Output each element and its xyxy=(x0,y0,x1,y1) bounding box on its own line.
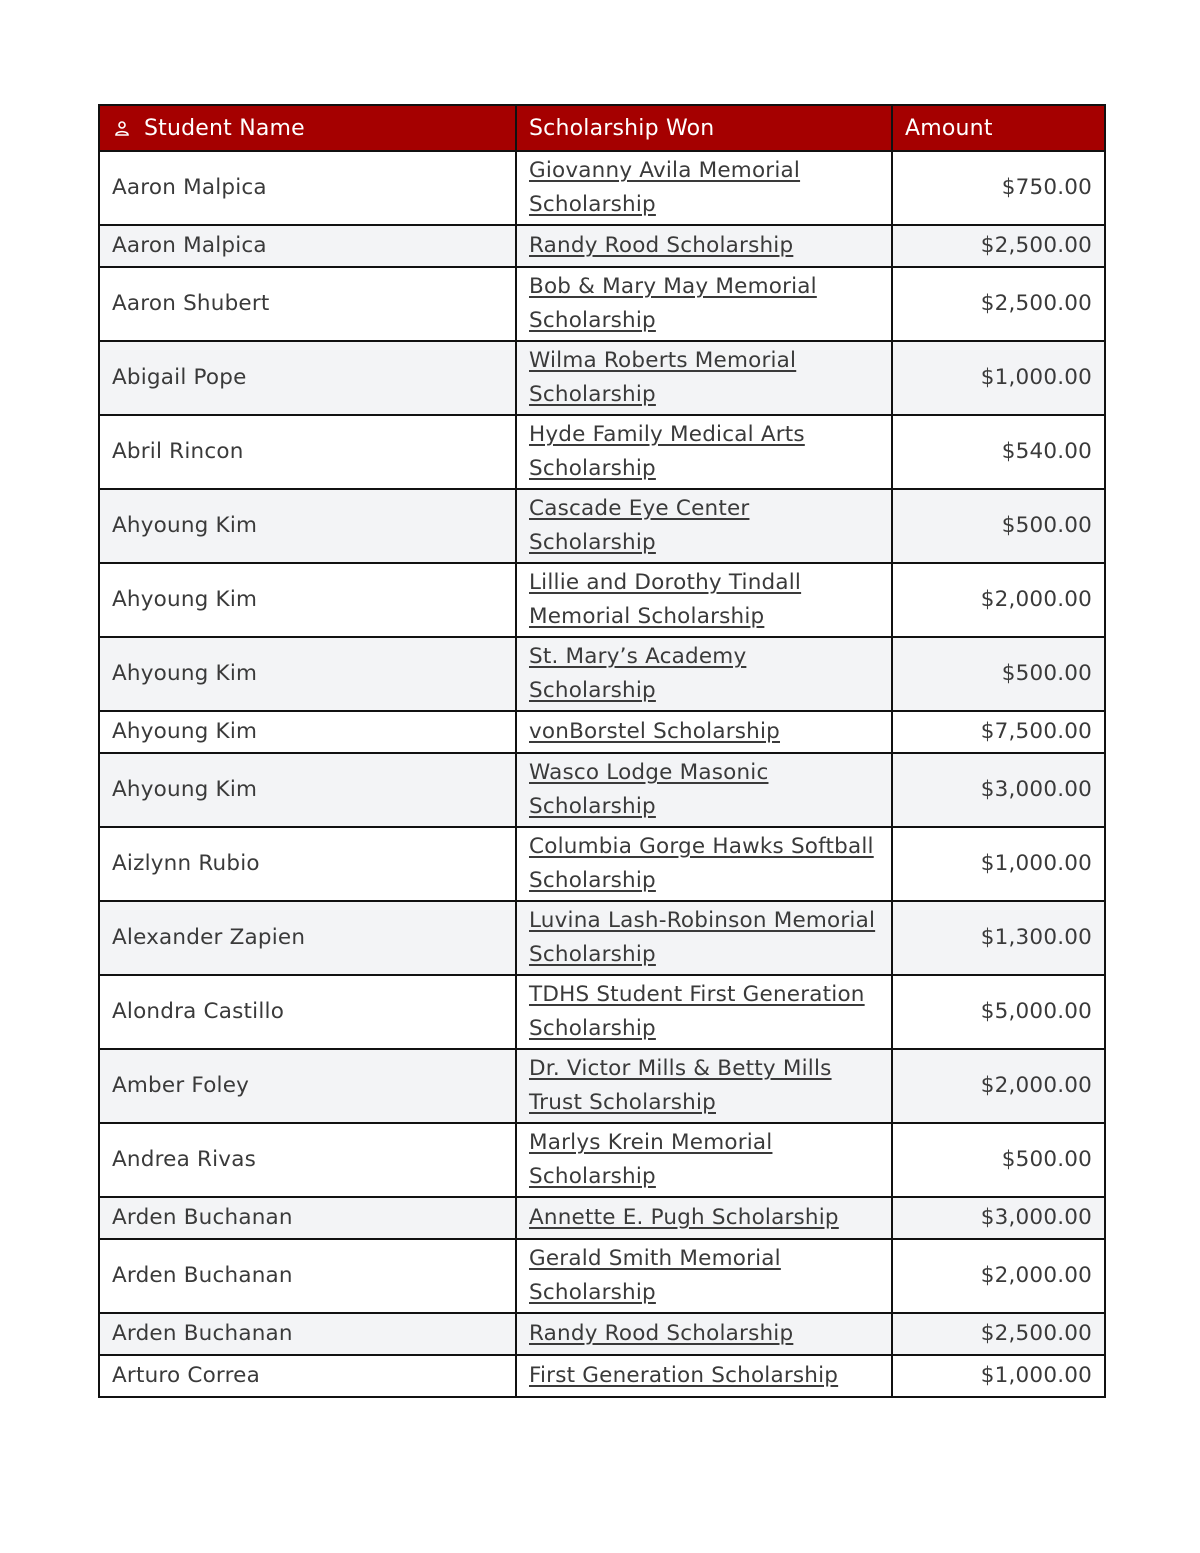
scholarship-link[interactable]: Hyde Family Medical Arts Scholarship xyxy=(529,422,805,481)
table-row xyxy=(99,341,1105,415)
table-row xyxy=(99,1239,1105,1313)
student-name-cell: Arden Buchanan xyxy=(99,1313,516,1355)
scholarship-link[interactable]: Marlys Krein Memorial Scholarship xyxy=(529,1130,773,1189)
person-icon xyxy=(114,117,130,133)
table-row xyxy=(99,489,1105,563)
scholarship-link[interactable]: First Generation Scholarship xyxy=(529,1363,839,1388)
scholarship-cell xyxy=(516,151,892,225)
amount-cell: $7,500.00 xyxy=(892,711,1105,753)
header-row xyxy=(99,105,1105,151)
scholarship-link[interactable]: TDHS Student First Generation Scholarship xyxy=(529,982,865,1041)
scholarship-link[interactable]: Lillie and Dorothy Tindall Memorial Scholarship xyxy=(529,570,802,629)
student-name-cell: Abigail Pope xyxy=(99,341,516,415)
scholarship-cell xyxy=(516,1313,892,1355)
student-name-cell: Arturo Correa xyxy=(99,1355,516,1397)
scholarship-link[interactable]: Cascade Eye Center Scholarship xyxy=(529,496,750,555)
table-row xyxy=(99,1355,1105,1397)
amount-cell: $2,000.00 xyxy=(892,563,1105,637)
scholarship-cell xyxy=(516,1355,892,1397)
header-student-name[interactable] xyxy=(99,105,516,151)
scholarship-link[interactable]: Dr. Victor Mills & Betty Mills Trust Scholarship xyxy=(529,1056,832,1115)
amount-cell: $1,000.00 xyxy=(892,827,1105,901)
scholarship-cell xyxy=(516,225,892,267)
table-row xyxy=(99,753,1105,827)
scholarship-cell xyxy=(516,637,892,711)
table-row xyxy=(99,637,1105,711)
student-name-cell: Arden Buchanan xyxy=(99,1239,516,1313)
student-name-cell: Aaron Malpica xyxy=(99,225,516,267)
amount-cell: $5,000.00 xyxy=(892,975,1105,1049)
table-row xyxy=(99,267,1105,341)
header-amount-label: Amount xyxy=(905,115,993,141)
scholarship-cell xyxy=(516,489,892,563)
student-name-cell: Ahyoung Kim xyxy=(99,711,516,753)
scholarship-link[interactable]: Columbia Gorge Hawks Softball Scholarship xyxy=(529,834,874,893)
scholarship-link[interactable]: Bob & Mary May Memorial Scholarship xyxy=(529,274,817,333)
student-name-cell: Alexander Zapien xyxy=(99,901,516,975)
table-row xyxy=(99,901,1105,975)
amount-cell: $500.00 xyxy=(892,1123,1105,1197)
scholarship-cell xyxy=(516,1049,892,1123)
table-row xyxy=(99,975,1105,1049)
header-scholarship-won[interactable] xyxy=(516,105,892,151)
scholarship-cell xyxy=(516,341,892,415)
table-row xyxy=(99,1197,1105,1239)
amount-cell: $2,500.00 xyxy=(892,225,1105,267)
header-scholarship-won-label: Scholarship Won xyxy=(529,115,715,141)
amount-cell: $1,300.00 xyxy=(892,901,1105,975)
student-name-cell: Ahyoung Kim xyxy=(99,753,516,827)
amount-cell: $750.00 xyxy=(892,151,1105,225)
amount-cell: $500.00 xyxy=(892,489,1105,563)
table-header xyxy=(99,105,1105,151)
header-student-name-label: Student Name xyxy=(144,115,305,141)
scholarship-table-container xyxy=(98,104,1104,1398)
amount-cell: $2,500.00 xyxy=(892,1313,1105,1355)
amount-cell: $3,000.00 xyxy=(892,1197,1105,1239)
table-row xyxy=(99,151,1105,225)
scholarship-link[interactable]: St. Mary’s Academy Scholarship xyxy=(529,644,747,703)
header-amount[interactable] xyxy=(892,105,1105,151)
scholarship-link[interactable]: Randy Rood Scholarship xyxy=(529,1321,794,1346)
student-name-cell: Aizlynn Rubio xyxy=(99,827,516,901)
scholarship-cell xyxy=(516,711,892,753)
student-name-cell: Andrea Rivas xyxy=(99,1123,516,1197)
scholarship-cell xyxy=(516,753,892,827)
scholarship-link[interactable]: Wilma Roberts Memorial Scholarship xyxy=(529,348,797,407)
table-row xyxy=(99,1123,1105,1197)
scholarship-link[interactable]: Wasco Lodge Masonic Scholarship xyxy=(529,760,769,819)
amount-cell: $500.00 xyxy=(892,637,1105,711)
scholarship-cell xyxy=(516,1197,892,1239)
student-name-cell: Arden Buchanan xyxy=(99,1197,516,1239)
scholarship-link[interactable]: Randy Rood Scholarship xyxy=(529,233,794,258)
amount-cell: $2,000.00 xyxy=(892,1239,1105,1313)
amount-cell: $2,000.00 xyxy=(892,1049,1105,1123)
amount-cell: $3,000.00 xyxy=(892,753,1105,827)
table-row xyxy=(99,711,1105,753)
student-name-cell: Ahyoung Kim xyxy=(99,563,516,637)
table-row xyxy=(99,563,1105,637)
amount-cell: $540.00 xyxy=(892,415,1105,489)
table-row xyxy=(99,827,1105,901)
student-name-cell: Ahyoung Kim xyxy=(99,637,516,711)
scholarship-cell xyxy=(516,1239,892,1313)
amount-cell: $1,000.00 xyxy=(892,341,1105,415)
scholarship-cell xyxy=(516,267,892,341)
amount-cell: $1,000.00 xyxy=(892,1355,1105,1397)
student-name-cell: Abril Rincon xyxy=(99,415,516,489)
amount-cell: $2,500.00 xyxy=(892,267,1105,341)
scholarship-cell xyxy=(516,1123,892,1197)
scholarship-link[interactable]: vonBorstel Scholarship xyxy=(529,719,780,744)
student-name-cell: Amber Foley xyxy=(99,1049,516,1123)
scholarship-cell xyxy=(516,975,892,1049)
scholarship-cell xyxy=(516,827,892,901)
scholarship-cell xyxy=(516,415,892,489)
scholarship-table xyxy=(98,104,1106,1398)
scholarship-link[interactable]: Giovanny Avila Memorial Scholarship xyxy=(529,158,801,217)
scholarship-cell xyxy=(516,901,892,975)
scholarship-cell xyxy=(516,563,892,637)
student-name-cell: Alondra Castillo xyxy=(99,975,516,1049)
student-name-cell: Aaron Shubert xyxy=(99,267,516,341)
table-row xyxy=(99,225,1105,267)
scholarship-link[interactable]: Gerald Smith Memorial Scholarship xyxy=(529,1246,781,1305)
table-row xyxy=(99,415,1105,489)
table-row xyxy=(99,1313,1105,1355)
table-row xyxy=(99,1049,1105,1123)
table-body xyxy=(99,151,1105,1397)
scholarship-link[interactable]: Annette E. Pugh Scholarship xyxy=(529,1205,839,1230)
student-name-cell: Aaron Malpica xyxy=(99,151,516,225)
scholarship-link[interactable]: Luvina Lash-Robinson Memorial Scholarship xyxy=(529,908,876,967)
student-name-cell: Ahyoung Kim xyxy=(99,489,516,563)
